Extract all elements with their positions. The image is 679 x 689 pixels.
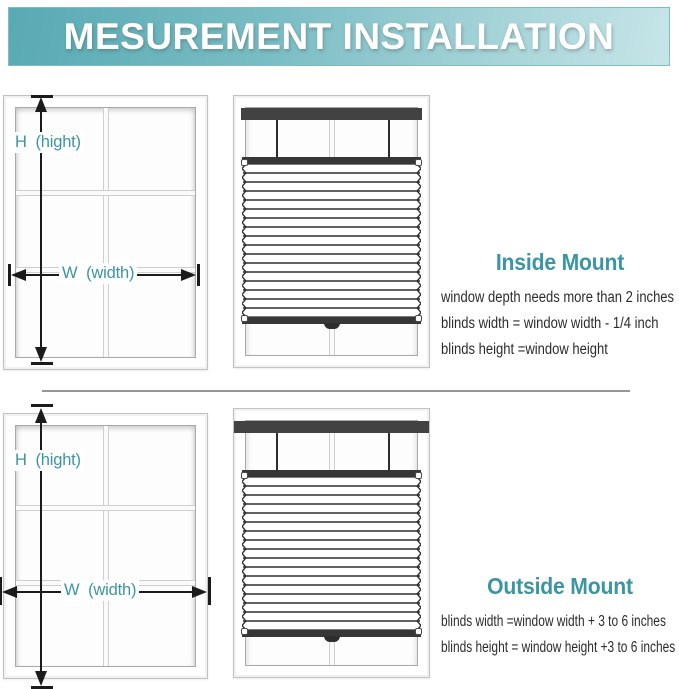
note-line: blinds height = window height +3 to 6 inches: [441, 639, 676, 656]
window-opening: [245, 420, 418, 666]
banner: [8, 7, 670, 66]
blind-pull-handle: [324, 323, 340, 329]
window-muntin-horizontal-upper: [16, 190, 195, 196]
outside-mount-notes: [441, 609, 679, 661]
height-arrow-up-arrowhead-icon: [35, 97, 47, 112]
window-muntin-horizontal-upper: [16, 505, 195, 511]
height-label: H (hight): [12, 450, 84, 471]
height-label: H (hight): [12, 132, 84, 153]
blind-top-rail: [242, 470, 421, 477]
width-arrow-left-arrowhead-icon: [2, 586, 17, 598]
width-arrow-right-arrowhead-icon: [192, 586, 207, 598]
window-muntin-vertical: [103, 108, 109, 357]
outside-mount-measure-diagram: [3, 413, 208, 679]
height-arrow-down-arrowhead-icon: [35, 671, 47, 686]
blind-bottom-rail: [242, 630, 421, 637]
note-line: window depth needs more than 2 inches: [441, 289, 675, 306]
section-divider: [42, 390, 630, 392]
width-label: W (width): [61, 580, 139, 601]
blind-pull-handle: [324, 636, 340, 642]
width-arrow-right-arrowhead-icon: [181, 269, 196, 281]
blind-lift-cord-left: [276, 120, 278, 157]
outside-mount-instructions: [441, 573, 679, 661]
width-arrow-right-tick: [197, 264, 200, 286]
height-arrow-top-tick: [31, 404, 53, 407]
pleated-shade-fabric: [242, 477, 421, 630]
note-line: blinds width =window width + 3 to 6 inches: [441, 613, 666, 630]
blind-lift-cord-right: [388, 120, 390, 157]
inside-mount-notes: [441, 285, 679, 363]
height-arrow-bottom-tick: [31, 686, 53, 689]
pleated-blind: [242, 470, 421, 637]
pleated-shade-fabric: [242, 164, 421, 317]
outside-mount-blind-window: [233, 408, 430, 678]
width-arrow-right-tick: [208, 577, 211, 605]
note-line: blinds width = window width - 1/4 inch: [441, 315, 659, 332]
banner-title: MESUREMENT INSTALLATION: [63, 15, 615, 57]
blind-lift-cord-right: [388, 433, 390, 470]
blind-top-rail: [242, 157, 421, 164]
blind-lift-cord-left: [276, 433, 278, 470]
height-arrow-bottom-tick: [31, 362, 53, 365]
height-arrow-down-arrowhead-icon: [35, 347, 47, 362]
inside-mount-instructions: [441, 249, 679, 363]
outside-mount-heading: Outside Mount: [487, 573, 633, 599]
width-arrow-left-arrowhead-icon: [11, 269, 26, 281]
note-line: blinds height =window height: [441, 341, 608, 358]
blind-head-rail: [234, 421, 429, 433]
blind-head-rail: [241, 108, 422, 120]
inside-mount-blind-window: [233, 95, 430, 368]
pleated-blind: [242, 157, 421, 324]
inside-mount-heading: Inside Mount: [495, 249, 625, 275]
width-label: W (width): [59, 263, 137, 284]
blind-bottom-rail: [242, 317, 421, 324]
window-opening: [245, 107, 418, 356]
inside-mount-measure-diagram: [3, 95, 208, 370]
window-muntin-vertical: [103, 426, 109, 666]
